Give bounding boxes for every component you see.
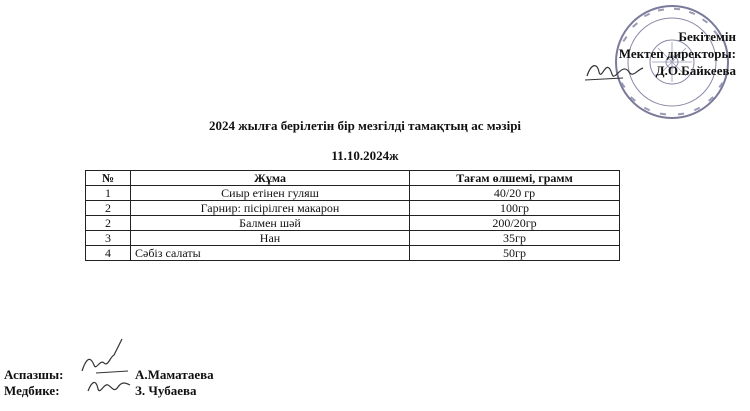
row-portion: 35гр xyxy=(410,231,620,246)
signature-role: Медбике: xyxy=(4,383,60,398)
director-signature xyxy=(583,58,645,86)
row-portion: 50гр xyxy=(410,246,620,261)
header-portion: Тағам өлшемі, грамм xyxy=(410,171,620,186)
signature-name: А.Маматаева xyxy=(135,367,214,382)
header-dish: Жұма xyxy=(131,171,410,186)
table-header-row xyxy=(86,171,620,186)
table-row xyxy=(86,246,620,261)
row-dish: Гарнир: пісірілген макарон xyxy=(131,201,410,216)
signature-row-nurse xyxy=(4,383,264,399)
table-row xyxy=(86,186,620,201)
approval-title: Бекітемін xyxy=(678,29,736,44)
row-number: 1 xyxy=(86,186,131,201)
row-dish: Сиыр етінен гуляш xyxy=(131,186,410,201)
row-dish: Сәбіз салаты xyxy=(131,246,410,261)
approval-director-name: Д.О.Байкеева xyxy=(655,63,736,78)
row-portion: 40/20 гр xyxy=(410,186,620,201)
row-number: 2 xyxy=(86,216,131,231)
row-dish: Нан xyxy=(131,231,410,246)
table-row xyxy=(86,201,620,216)
signature-block xyxy=(4,367,264,399)
signature-role: Аспазшы: xyxy=(4,367,64,382)
table-row xyxy=(86,231,620,246)
row-number: 2 xyxy=(86,201,131,216)
row-number: 3 xyxy=(86,231,131,246)
table-row xyxy=(86,216,620,231)
signature-name: З. Чубаева xyxy=(135,383,197,398)
row-number: 4 xyxy=(86,246,131,261)
approval-position: Мектеп директоры: xyxy=(618,46,736,61)
nurse-signature xyxy=(84,373,134,399)
menu-date: 11.10.2024ж xyxy=(331,148,399,163)
menu-title: 2024 жылға берілетін бір мезгілді тамақтың ас мәзірі xyxy=(208,118,522,133)
menu-table xyxy=(85,170,620,261)
header-number: № xyxy=(86,171,131,186)
row-dish: Балмен шәй xyxy=(131,216,410,231)
row-portion: 200/20гр xyxy=(410,216,620,231)
row-portion: 100гр xyxy=(410,201,620,216)
signature-row-cook xyxy=(4,367,264,383)
